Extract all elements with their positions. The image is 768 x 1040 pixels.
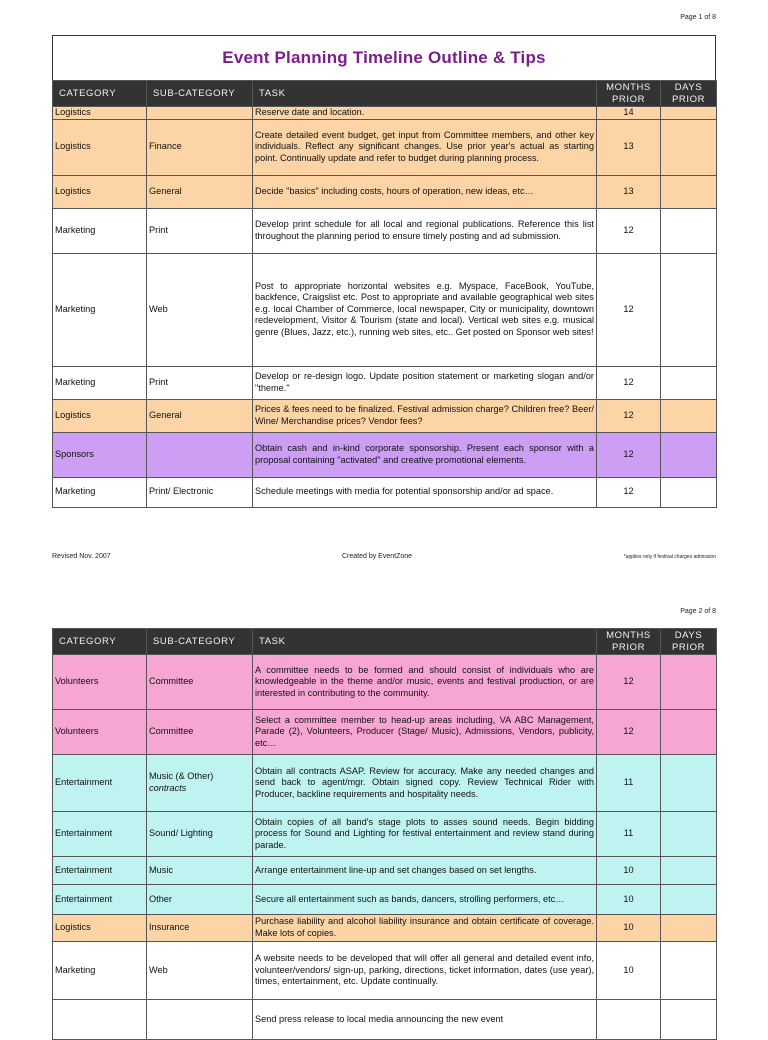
months-prior-cell: 10 <box>597 885 661 915</box>
category-cell: Marketing <box>53 253 147 366</box>
days-prior-cell <box>661 1000 717 1040</box>
months-prior-cell: 10 <box>597 915 661 942</box>
subcategory-label: Sound/ Lighting <box>149 828 213 839</box>
days-prior-cell <box>661 885 717 915</box>
subcategory-cell <box>147 208 253 253</box>
header-days-prior: DAYS PRIOR <box>661 81 717 107</box>
months-prior-cell: 12 <box>597 477 661 507</box>
task-cell: Develop or re-design logo. Update position statement or marketing slogan and/or "theme." <box>253 366 597 399</box>
sheet-page-2 <box>52 628 716 1040</box>
days-prior-cell <box>661 253 717 366</box>
page-title: Event Planning Timeline Outline & Tips <box>222 48 546 67</box>
table-row <box>53 477 717 507</box>
subcategory-cell <box>147 366 253 399</box>
task-cell: Prices & fees need to be finalized. Festival admission charge? Children free? Beer/ Wine/ Merchandise prices? Vendor fees? <box>253 399 597 432</box>
subcategory-cell <box>147 885 253 915</box>
subcategory-cell <box>147 432 253 477</box>
months-prior-cell: 12 <box>597 366 661 399</box>
subcategory-extra: contracts <box>149 783 187 793</box>
category-cell: Entertainment <box>53 857 147 885</box>
subcategory-cell <box>147 812 253 857</box>
category-cell: Marketing <box>53 477 147 507</box>
days-prior-cell <box>661 655 717 710</box>
table-row <box>53 857 717 885</box>
task-cell: Send press release to local media announcing the new event <box>253 1000 597 1040</box>
subcategory-cell <box>147 942 253 1000</box>
category-cell: Entertainment <box>53 812 147 857</box>
subcategory-cell <box>147 477 253 507</box>
table-row <box>53 655 717 710</box>
table-row <box>53 399 717 432</box>
days-prior-cell <box>661 399 717 432</box>
months-prior-cell: 10 <box>597 857 661 885</box>
title-box <box>52 35 716 80</box>
task-cell: Purchase liability and alcohol liability insurance and obtain certificate of coverage. Make lots of copies. <box>253 915 597 942</box>
category-cell: Marketing <box>53 366 147 399</box>
subcategory-label: Print <box>149 376 168 387</box>
days-prior-cell <box>661 366 717 399</box>
days-prior-cell <box>661 915 717 942</box>
category-cell: Logistics <box>53 399 147 432</box>
subcategory-label: Web <box>149 964 168 975</box>
subcategory-label: Web <box>149 303 168 314</box>
days-prior-cell <box>661 857 717 885</box>
task-cell: Obtain copies of all band's stage plots to asses sound needs. Begin bidding process for Sound and Lighting for festival entertainment and review stand during parade. <box>253 812 597 857</box>
footer-note: *applies only if festival charges admission <box>623 554 716 560</box>
header-category: CATEGORY <box>53 629 147 655</box>
days-prior-cell <box>661 175 717 208</box>
subcategory-label: Music (& Other) <box>149 771 214 782</box>
table-header-row <box>53 81 717 107</box>
category-cell: Volunteers <box>53 655 147 710</box>
timeline-table <box>52 628 717 1040</box>
subcategory-label: Insurance <box>149 922 190 933</box>
days-prior-cell <box>661 208 717 253</box>
months-prior-cell: 11 <box>597 755 661 812</box>
category-cell: Marketing <box>53 942 147 1000</box>
months-prior-cell: 12 <box>597 253 661 366</box>
subcategory-cell <box>147 655 253 710</box>
sheet-page-1 <box>52 35 716 508</box>
months-prior-cell: 13 <box>597 119 661 175</box>
task-cell: A website needs to be developed that will offer all general and detailed event info, volunteer/vendors/ sign-up, parking, directions, ticket information, dates (use year), times, entertainment, etc. Update continually. <box>253 942 597 1000</box>
months-prior-cell: 11 <box>597 812 661 857</box>
days-prior-cell <box>661 477 717 507</box>
months-prior-cell: 13 <box>597 175 661 208</box>
days-prior-cell <box>661 119 717 175</box>
subcategory-label: Committee <box>149 726 194 737</box>
subcategory-cell <box>147 710 253 755</box>
footer-revised: Revised Nov. 2007 <box>52 553 111 560</box>
subcategory-cell <box>147 175 253 208</box>
timeline-table <box>52 80 717 508</box>
category-cell: Logistics <box>53 119 147 175</box>
header-months-prior: MONTHS PRIOR <box>597 81 661 107</box>
subcategory-cell <box>147 399 253 432</box>
days-prior-cell <box>661 812 717 857</box>
header-category: CATEGORY <box>53 81 147 107</box>
header-subcategory: SUB-CATEGORY <box>147 629 253 655</box>
task-cell: Decide "basics" including costs, hours of operation, new ideas, etc… <box>253 175 597 208</box>
months-prior-cell: 12 <box>597 710 661 755</box>
category-cell <box>53 1000 147 1040</box>
table-row <box>53 1000 717 1040</box>
category-cell: Sponsors <box>53 432 147 477</box>
table-header-row <box>53 629 717 655</box>
months-prior-cell: 12 <box>597 655 661 710</box>
table-row <box>53 119 717 175</box>
subcategory-cell <box>147 915 253 942</box>
months-prior-cell: 12 <box>597 208 661 253</box>
subcategory-cell <box>147 1000 253 1040</box>
table-row <box>53 366 717 399</box>
subcategory-label: Print <box>149 224 168 235</box>
subcategory-label: General <box>149 185 182 196</box>
task-cell: Create detailed event budget, get input from Committee members, and other key individuals. Reflect any significant changes. Use prior year's actual as starting point. Continually update and refer to budget during planning process. <box>253 119 597 175</box>
subcategory-cell <box>147 253 253 366</box>
page-number: Page 2 of 8 <box>680 608 716 615</box>
days-prior-cell <box>661 710 717 755</box>
task-cell: Develop print schedule for all local and regional publications. Reference this list throughout the planning period to ensure timely posting and ad submission. <box>253 208 597 253</box>
task-cell: Reserve date and location. <box>253 107 597 120</box>
table-row <box>53 208 717 253</box>
table-row <box>53 885 717 915</box>
header-task: TASK <box>253 629 597 655</box>
category-cell: Entertainment <box>53 755 147 812</box>
table-row <box>53 812 717 857</box>
task-cell: Obtain all contracts ASAP. Review for accuracy. Make any needed changes and send back to agent/mgr. Obtain signed copy. Review Technical Rider with Producer, backline requirements and hospitality needs. <box>253 755 597 812</box>
table-row <box>53 107 717 120</box>
header-months-prior: MONTHS PRIOR <box>597 629 661 655</box>
table-row <box>53 915 717 942</box>
footer-created-by: Created by EventZone <box>342 553 413 560</box>
table-row <box>53 710 717 755</box>
months-prior-cell: 12 <box>597 432 661 477</box>
header-days-prior: DAYS PRIOR <box>661 629 717 655</box>
days-prior-cell <box>661 755 717 812</box>
months-prior-cell: 14 <box>597 107 661 120</box>
months-prior-cell: 12 <box>597 399 661 432</box>
days-prior-cell <box>661 942 717 1000</box>
subcategory-label: Music <box>149 864 173 875</box>
task-cell: Obtain cash and in-kind corporate sponsorship. Present each sponsor with a proposal containing "activated" and creative promotional elements. <box>253 432 597 477</box>
days-prior-cell <box>661 107 717 120</box>
task-cell: Schedule meetings with media for potential sponsorship and/or ad space. <box>253 477 597 507</box>
category-cell: Logistics <box>53 175 147 208</box>
subcategory-cell <box>147 107 253 120</box>
category-cell: Logistics <box>53 915 147 942</box>
category-cell: Marketing <box>53 208 147 253</box>
task-cell: A committee needs to be formed and should consist of individuals who are knowledgeable in the theme and/or music, events and festival production, or are interested in contributing to the community. <box>253 655 597 710</box>
header-subcategory: SUB-CATEGORY <box>147 81 253 107</box>
subcategory-cell <box>147 755 253 812</box>
category-cell: Logistics <box>53 107 147 120</box>
table-row <box>53 432 717 477</box>
months-prior-cell <box>597 1000 661 1040</box>
header-task: TASK <box>253 81 597 107</box>
category-cell: Volunteers <box>53 710 147 755</box>
category-cell: Entertainment <box>53 885 147 915</box>
table-row <box>53 175 717 208</box>
days-prior-cell <box>661 432 717 477</box>
page-number: Page 1 of 8 <box>680 14 716 21</box>
task-cell: Select a committee member to head-up areas including, VA ABC Management, Parade (2), Volunteers, Producer (Stage/ Music), Admissions, Vendors, publicity, etc… <box>253 710 597 755</box>
subcategory-label: General <box>149 409 182 420</box>
months-prior-cell: 10 <box>597 942 661 1000</box>
subcategory-cell <box>147 119 253 175</box>
table-row <box>53 755 717 812</box>
table-row <box>53 253 717 366</box>
table-row <box>53 942 717 1000</box>
subcategory-label: Print/ Electronic <box>149 486 214 497</box>
subcategory-label: Other <box>149 893 172 904</box>
task-cell: Post to appropriate horizontal websites e.g. Myspace, FaceBook, YouTube, backfence, Craigslist etc. Post to appropriate and available geographical web sites e.g. local Chamber of Commerce, local newspaper, City or municipality, downtown redevelopment, Visitor & Tourism (state and local). Vertical web sites e.g. musical genre (Blues, Jazz, etc.), running web sites, etc.. Get posted on Sponsor web sites! <box>253 253 597 366</box>
subcategory-label: Committee <box>149 676 194 687</box>
task-cell: Arrange entertainment line-up and set changes based on set lengths. <box>253 857 597 885</box>
task-cell: Secure all entertainment such as bands, dancers, strolling performers, etc… <box>253 885 597 915</box>
subcategory-cell <box>147 857 253 885</box>
subcategory-label: Finance <box>149 141 182 152</box>
